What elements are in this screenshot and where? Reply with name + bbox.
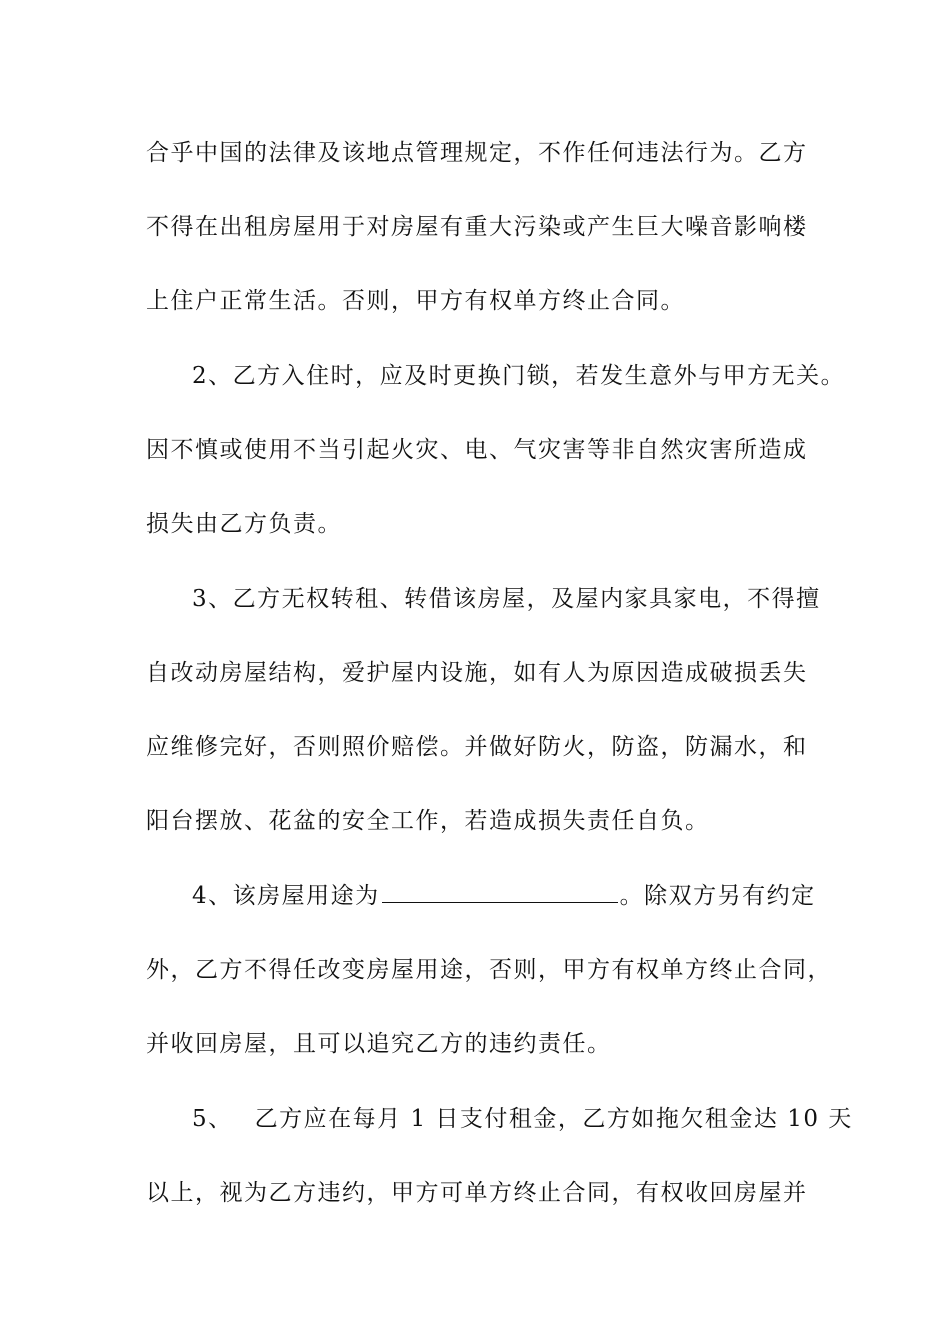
- clause-4-suffix: 。除双方另有约定: [619, 883, 816, 909]
- text-line: 阳台摆放、花盆的安全工作，若造成损失责任自负。: [146, 808, 710, 834]
- text-line: 损失由乙方负责。: [146, 511, 342, 537]
- text-line: 不得在出租房屋用于对房屋有重大污染或产生巨大噪音影响楼: [146, 214, 808, 240]
- text-line: 上住户正常生活。否则，甲方有权单方终止合同。: [146, 288, 685, 314]
- clause-4-prefix: 4、该房屋用途为: [192, 883, 380, 909]
- text-line: 自改动房屋结构，爱护屋内设施，如有人为原因造成破损丢失: [146, 660, 808, 686]
- text-line: 3、乙方无权转租、转借该房屋，及屋内家具家电，不得擅: [192, 586, 821, 612]
- text-line: 并收回房屋，且可以追究乙方的违约责任。: [146, 1031, 612, 1057]
- clause-5-text: 乙方应在每月 1 日支付租金，乙方如拖欠租金达 10 天: [254, 1106, 853, 1132]
- text-line: 应维修完好，否则照价赔偿。并做好防火，防盗，防漏水，和: [146, 734, 808, 760]
- text-line: 因不慎或使用不当引起火灾、电、气灾害等非自然灾害所造成: [146, 437, 808, 463]
- clause-5-line: [192, 1104, 853, 1134]
- clause-5-number: 5、: [192, 1106, 233, 1132]
- usage-blank: [382, 884, 618, 903]
- text-line: 2、乙方入住时，应及时更换门锁，若发生意外与甲方无关。: [192, 363, 846, 389]
- text-line: 以上，视为乙方违约，甲方可单方终止合同，有权收回房屋并: [146, 1180, 808, 1206]
- text-line: 外，乙方不得任改变房屋用途，否则，甲方有权单方终止合同，: [146, 957, 832, 983]
- clause-4-line: [192, 881, 816, 911]
- text-line: 合乎中国的法律及该地点管理规定，不作任何违法行为。乙方: [146, 140, 808, 166]
